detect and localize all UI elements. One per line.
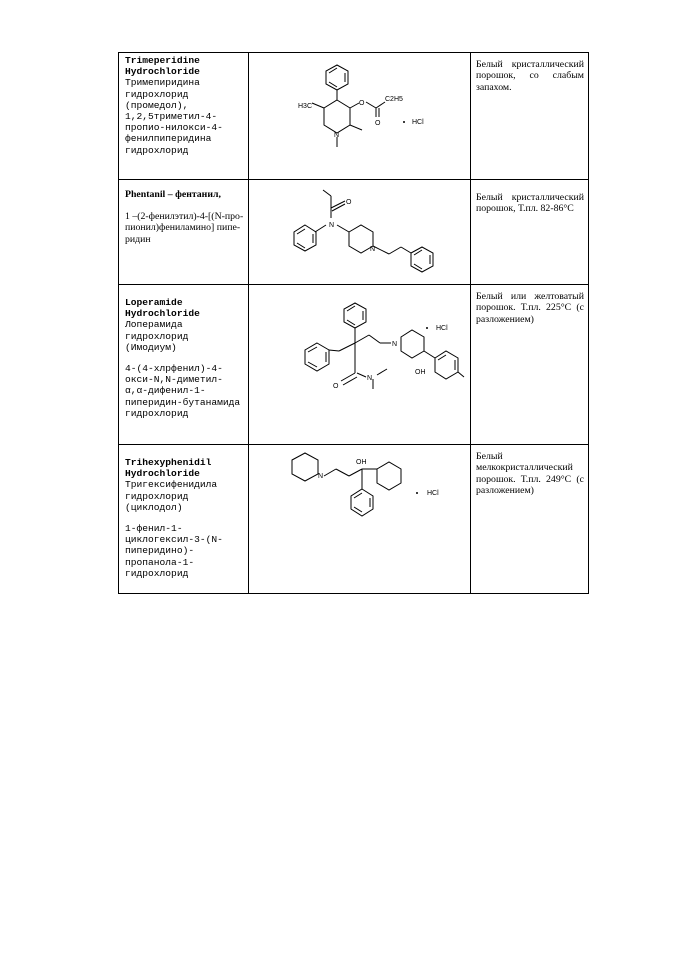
description-cell [471, 53, 589, 180]
drug-description: Белый или желтоватый порошок. Т.пл. 225°С (с разложением) [476, 291, 584, 325]
struct-label: O [375, 120, 381, 127]
description-cell [471, 285, 589, 445]
phentanil-structure [249, 180, 470, 283]
struct-label: N [392, 341, 398, 348]
struct-label: O [346, 199, 352, 206]
drug-iupac: 1 –(2-фенилэтил)-4-[(N-про-пионил)фениламино] пипе-ридин [125, 210, 244, 245]
drug-iupac: 1-фенил-1-циклогексил-3-(N-пиперидино)-пропанола-1-гидрохлорид [125, 523, 223, 579]
description-cell [471, 180, 589, 285]
structure-cell [249, 53, 471, 180]
table-row [119, 285, 589, 445]
drug-description: Белый кристаллический порошок, со слабым запахом. [476, 59, 584, 93]
struct-label: OH [415, 369, 426, 376]
struct-label: HCl [412, 119, 424, 126]
struct-label: N [329, 222, 335, 229]
struct-label: N [318, 473, 324, 480]
description-cell [471, 445, 589, 594]
structure-cell [249, 285, 471, 445]
drug-iupac: 1,2,5триметил-4-пропио-нилокси-4-фенилпиперидина гидрохлорид [125, 111, 223, 156]
structure-cell [249, 445, 471, 594]
name-cell [119, 180, 249, 285]
table-row [119, 180, 589, 285]
drug-description: Белый мелкокристаллический порошок. Т.пл. 249°С (с разложением) [476, 451, 584, 496]
structure-cell [249, 180, 471, 285]
drug-name-ru: Лоперамида гидрохлорид (Имодиум) [125, 319, 189, 353]
drug-name-en: Trimeperidine Hydrochloride [125, 55, 200, 78]
struct-label: N [367, 375, 373, 382]
struct-label: H3C [298, 103, 313, 110]
table-row [119, 445, 589, 594]
name-cell [119, 445, 249, 594]
drug-name-en: Loperamide Hydrochloride [125, 297, 200, 320]
struct-label: HCl [436, 325, 448, 332]
struct-label: N [370, 246, 376, 253]
trihexyphenidil-structure [249, 445, 470, 592]
drug-name-en: Phentanil – фентанил, [125, 189, 221, 200]
struct-label: N [334, 132, 340, 139]
struct-label: C2H5 [385, 96, 403, 103]
struct-label: O [333, 383, 339, 390]
struct-label: O [359, 100, 365, 107]
drug-description: Белый кристаллический порошок, Т.пл. 82-86°С [476, 192, 584, 215]
drug-name-ru: Тригексифенидила гидрохлорид (циклодол) [125, 479, 218, 513]
drug-name-ru: Тримепиридина гидрохлорид (промедол), [125, 77, 200, 111]
drug-iupac: 4-(4-хлрфенил)-4-окси-N,N-диметил-α,α-дифенил-1-пиперидин-бутанамида гидрохлорид [125, 363, 241, 419]
table-row [119, 53, 589, 180]
struct-label: HCl [427, 490, 439, 497]
drug-table [118, 52, 589, 594]
struct-label: OH [356, 459, 367, 466]
name-cell [119, 285, 249, 445]
drug-name-en: Trihexyphenidil Hydrochloride [125, 457, 212, 480]
trimeperidine-structure [249, 53, 470, 178]
loperamide-structure [249, 285, 470, 443]
name-cell [119, 53, 249, 180]
